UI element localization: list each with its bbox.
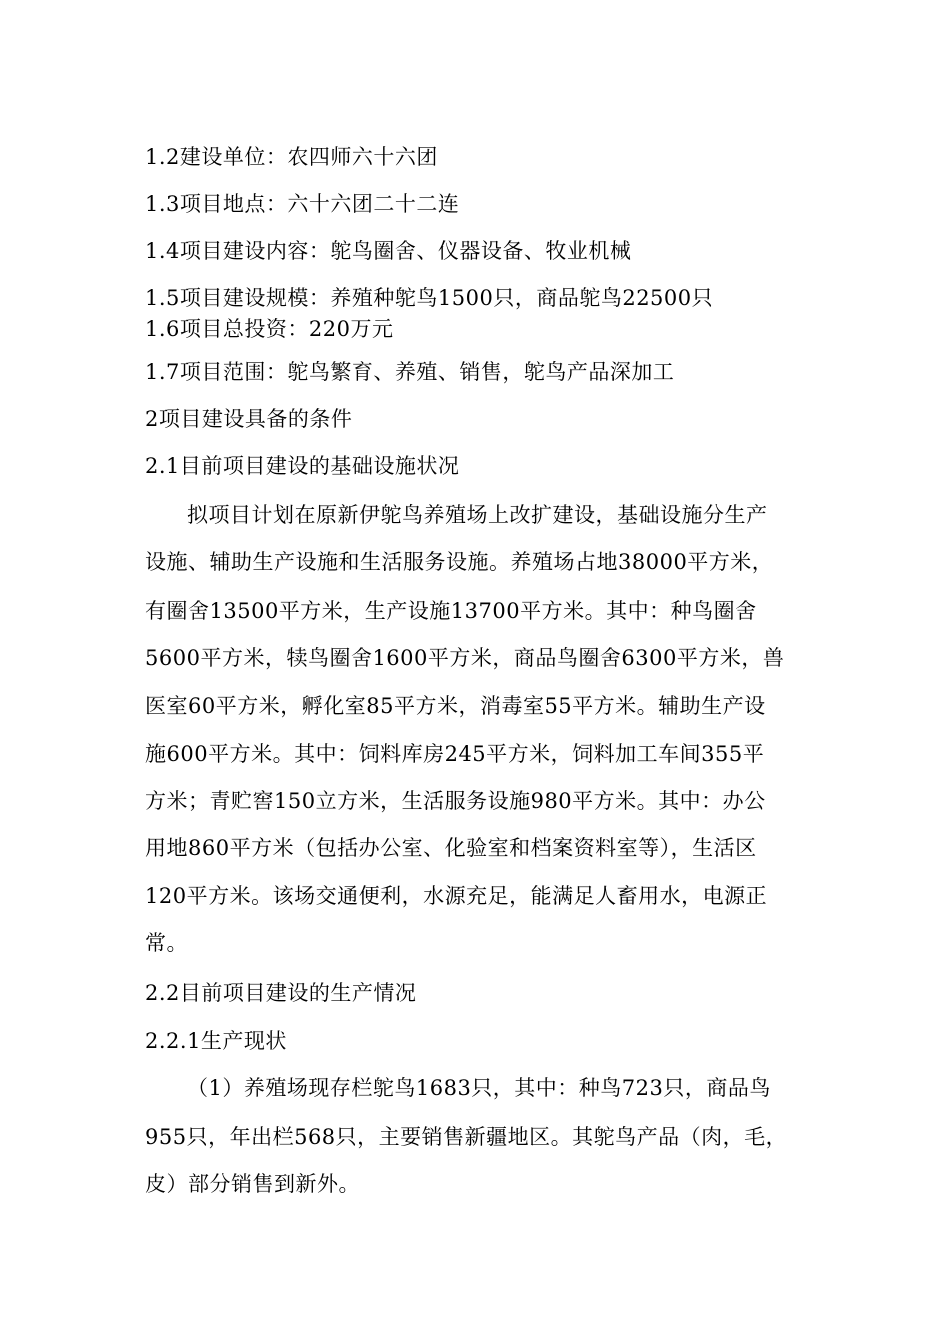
heading-2-2: 2.2目前项目建设的生产情况 <box>145 981 417 1005</box>
heading-2-2-1: 2.2.1生产现状 <box>145 1029 287 1053</box>
paragraph1-line: 120平方米。该场交通便利，水源充足，能满足人畜用水，电源正 <box>145 884 768 908</box>
paragraph1-line: 医室60平方米，孵化室85平方米，消毒室55平方米。辅助生产设 <box>145 694 766 718</box>
line-1-6: 1.6项目总投资：220万元 <box>145 317 394 341</box>
paragraph1-line: 拟项目计划在原新伊鸵鸟养殖场上改扩建设，基础设施分生产 <box>187 503 768 527</box>
heading-2: 2项目建设具备的条件 <box>145 407 353 431</box>
paragraph1-line: 有圈舍13500平方米，生产设施13700平方米。其中：种鸟圈舍 <box>145 599 757 623</box>
paragraph2-line: 皮）部分销售到新外。 <box>145 1172 360 1196</box>
paragraph1-line: 5600平方米，犊鸟圈舍1600平方米，商品鸟圈舍6300平方米，兽 <box>145 646 785 670</box>
line-1-7: 1.7项目范围：鸵鸟繁育、养殖、销售，鸵鸟产品深加工 <box>145 360 675 384</box>
line-1-4: 1.4项目建设内容：鸵鸟圈舍、仪器设备、牧业机械 <box>145 239 632 263</box>
paragraph1-line: 常。 <box>145 931 188 955</box>
heading-2-1: 2.1目前项目建设的基础设施状况 <box>145 454 460 478</box>
line-1-3: 1.3项目地点：六十六团二十二连 <box>145 192 460 216</box>
paragraph2-line: 955只，年出栏568只，主要销售新疆地区。其鸵鸟产品（肉，毛， <box>145 1125 788 1149</box>
paragraph1-line: 方米；青贮窖150立方米，生活服务设施980平方米。其中：办公 <box>145 789 766 813</box>
line-1-5: 1.5项目建设规模：养殖种鸵鸟1500只，商品鸵鸟22500只 <box>145 286 714 310</box>
line-1-2: 1.2建设单位：农四师六十六团 <box>145 145 438 169</box>
paragraph1-line: 用地860平方米（包括办公室、化验室和档案资料室等），生活区 <box>145 836 757 860</box>
paragraph1-line: 施600平方米。其中：饲料库房245平方米，饲料加工车间355平 <box>145 742 765 766</box>
paragraph2-line: （1）养殖场现存栏鸵鸟1683只，其中：种鸟723只，商品鸟 <box>187 1076 771 1100</box>
paragraph1-line: 设施、辅助生产设施和生活服务设施。养殖场占地38000平方米， <box>145 550 774 574</box>
